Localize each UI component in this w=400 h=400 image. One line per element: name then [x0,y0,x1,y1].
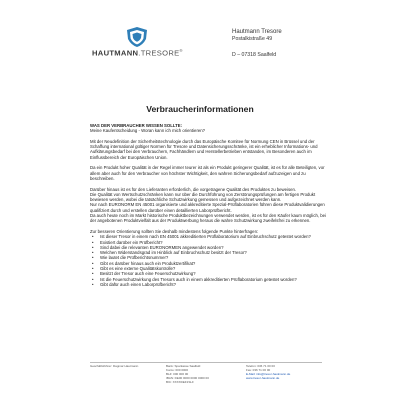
footer-contact [246,364,290,380]
sender-address [232,29,282,59]
paragraph-1: Mit der Neudefinition der Sicherheitstechnologie durch das Europäische Komitee für Normung CEN in Brüssel und der Schaffung international gültiger Normen für Tresore und Datensicherungsschränke, ist ein erheblicher Informations- und Aufklärungsbedarf bei den Verbrauchern, Fachhändlern und Herstellerbetrieben entstanden, im Besonderen auch im Einflussbereich der Europäischen Union. [90,138,318,160]
intro-heading: WAS DER VERBRAUCHER WISSEN SOLLTE: [90,123,183,128]
footer-line: Bank: Sparkasse Saalfeld [166,364,201,368]
company-logo [92,26,194,60]
paragraph-3: Darüber hinaus ist es für den Lieferanten erforderlich, die vorgetragene Qualität des Produktes zu beweisen. Die Qualität von Wertschutzschränken kann nur über die Durchführung von Zerstörungsprüfungen am fertigen Produkt bewiesen werden, wobei die tatsächliche Schutzwirkung gemessen und aufgezeichnet werden kann. Nur nach EURONORM EN 45001 organisierte und akkreditierte Spezial-Prüflaboratorien führen diese Produktvalidierungen qualifiziert durch und erstellen darüber einen detaillierten Laborprüfbericht. Da auch heute noch im Markt historische Produktbezeichnungen verwendet werden, ist es für den Käufer kaum möglich, bei der angebotenen Produktvielfalt aus der Produktwerbung heraus die wahre Schutzwirkung zweifelsfrei zu erkennen. [90,186,326,224]
street: Postalkistraße 49 [232,36,273,42]
list-item: • Gibt es eine externe Qualitätskontrolle? [90,266,326,271]
document-body [90,123,326,287]
footer-website-link[interactable]: www.tresor-hautmann.de [246,376,280,380]
footer-bank-details [166,364,209,384]
list-item: • Welchen Widerstandsgrad im Hinblick auf Einbruchschutz besitzt der Tresor? [90,250,326,255]
intro-subheading: Meine Kaufentscheidung - Woran kann ich mich orientieren? [90,128,206,134]
company-name: Hautmann Tresore [232,29,282,35]
footer-email-link[interactable]: E-Mail: info@tresor-hautmann.de [246,372,291,376]
footer-line: Telefon: 036 71 00 00 [246,364,275,368]
footer-line: BIC: XXXXDEF1SLF [166,380,194,384]
shield-logo-icon [124,26,150,48]
list-item: • Existiert darüber ein Prüfbericht? [90,240,326,245]
city: D – 07318 Saalfeld [232,52,277,58]
footer-line: Konto: 000 0000 [166,368,189,372]
footer-divider [90,362,322,363]
question-checklist [90,234,326,287]
paragraph-4: Zur besseren Orientierung sollten Sie deshalb mindestens folgende Punkte hinterfragen: [90,228,259,234]
list-item: • Ist die Feuerschutzwirkung des Tresors auch in einem akkreditierten Prüflaboratorium getestet worden? [90,277,326,282]
footer-line: IBAN: DE00 0000 0000 0000 00 [166,376,209,380]
logo-wordmark: HAUTMANN.TRESORE® [92,48,183,58]
footer-line: Fax: 036 71 00 00 [246,368,271,372]
footer-line: BLZ: 000 000 00 [166,372,189,376]
list-item: • Gibt dafür auch einen Laborprüfbericht? [90,282,326,287]
list-item: • Wie lautet die Prüfberichtsnummer? [90,255,326,260]
list-item: • Sind dabei die relevanten EURONORMEN angewendet worden? [90,245,326,250]
footer-line: Geschäftsführer: Dagmar Hautmann [90,364,139,368]
footer-management [90,364,138,368]
page-title: Verbraucherinformationen [146,104,254,114]
list-item: • Ist dieser Tresor in einem nach EN 45001 akkreditierten Prüflaboratorium auf Einbruchschutz getestet worden? [90,234,326,239]
list-item: • Gibt es darüber hinaus auch ein Produktzertifikat? [90,261,326,266]
list-item: • Besitzt der Tresor auch eine Feuerschutzwirkung? [90,271,326,276]
paragraph-2: Da ein Produkt hoher Qualität in der Regel immer teurer ist als ein Produkt geringerer Qualität, ist es für alle Beteiligten, vor allem aber auch für den Verbraucher von höchster Wichtigkeit, den wahren Sicherungsbedarf aufzuzeigen und zu beschreiben. [90,165,325,181]
